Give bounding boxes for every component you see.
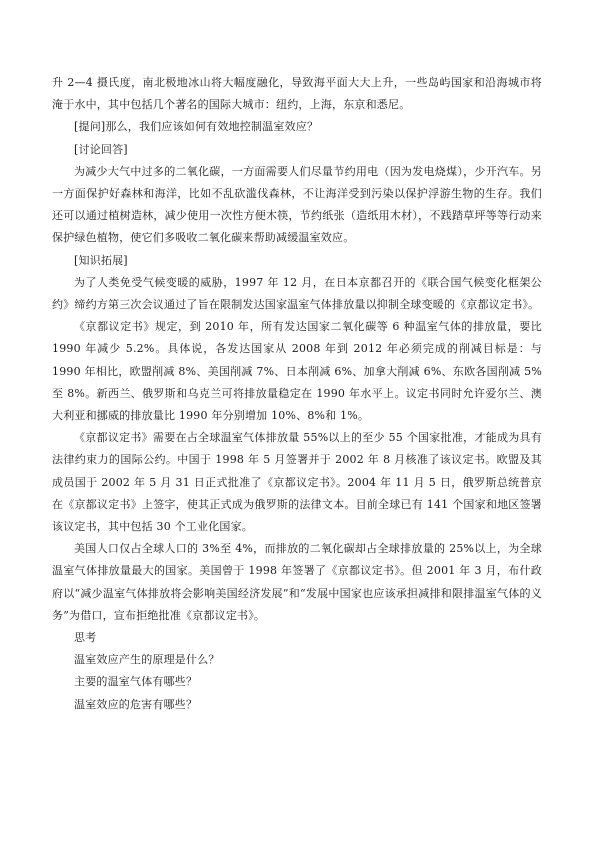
continued-paragraph: 升 2—4 摄氏度，南北极地冰山将大幅度融化，导致海平面大大上升，一些岛屿国家和沿海城市将淹于水中，其中包括几个著名的国际大城市：纽约，上海，东京和悉尼。: [52, 76, 542, 112]
discussion-answer: 为减少大气中过多的二氧化碳，一方面需要人们尽量节约用电（因为发电烧煤），少开汽车。另一方面保护好森林和海洋，比如不乱砍滥伐森林，不让海洋受到污染以保护浮游生物的生存。我们还可以通过植树造林，减少使用一次性方便木筷，节约纸张（造纸用木材），不践踏草坪等等行动来保护绿色植物，使它们多吸收二氧化碳来帮助减缓温室效应。: [52, 164, 542, 245]
think-question-1: 温室效应产生的原理是什么？: [74, 653, 220, 667]
kyoto-ratification-paragraph: 《京都议定书》需要在占全球温室气体排放量 55%以上的至少 55 个国家批准，才能成为具有法律约束力的国际公约。中国于 1998 年 5 月签署并于 2002 年 8 月核准了该议定书。欧盟及其成员国于 2002 年 5 月 31 日正式批准了《京都议定书》。2004 年 11 月 5 日，俄罗斯总统普京在《京都议定书》上签字，使其正式成为俄罗斯的法律文本。目前全球已有 141 个国家和地区签署该议定书，其中包括 30 个工业化国家。: [52, 431, 542, 534]
think-heading: 思考: [74, 631, 97, 645]
think-question-2: 主要的温室气体有哪些？: [74, 675, 198, 689]
question-prompt: [提问]那么，我们应该如何有效地控制温室效应？: [74, 120, 319, 134]
discussion-heading: [讨论回答]: [74, 142, 128, 156]
usa-paragraph: 美国人口仅占全球人口的 3%至 4%，而排放的二氧化碳却占全球排放量的 25%以上，为全球温室气体排放量最大的国家。美国曾于 1998 年签署了《京都议定书》。但 2001 年 3 月，布什政府以“减少温室气体排放将会影响美国经济发展”和“发展中国家也应该承担减排和限排温室气体的义务”为借口，宣布拒绝批准《京都议定书》。: [52, 542, 542, 622]
document-page: [52, 72, 542, 716]
kyoto-targets-paragraph: 《京都议定书》规定，到 2010 年，所有发达国家二氧化碳等 6 种温室气体的排放量，要比 1990 年减少 5.2%。具体说，各发达国家从 2008 年到 2012 年必须完成的削减目标是：与 1990 年相比，欧盟削减 8%、美国削减 7%、日本削减 6%、加拿大削减 6%、东欧各国削减 5%至 8%。新西兰、俄罗斯和乌克兰可将排放量稳定在 1990 年水平上。议定书同时允许爱尔兰、澳大利亚和挪威的排放量比 1990 年分别增加 10%、8%和 1%。: [52, 320, 542, 423]
knowledge-extension-heading: [知识拓展]: [74, 253, 128, 267]
kyoto-intro-paragraph: 为了人类免受气候变暖的威胁，1997 年 12 月，在日本京都召开的《联合国气候变化框架公约》缔约方第三次会议通过了旨在限制发达国家温室气体排放量以抑制全球变暖的《京都议定书》。: [52, 275, 542, 312]
think-question-3: 温室效应的危害有哪些？: [74, 697, 198, 711]
